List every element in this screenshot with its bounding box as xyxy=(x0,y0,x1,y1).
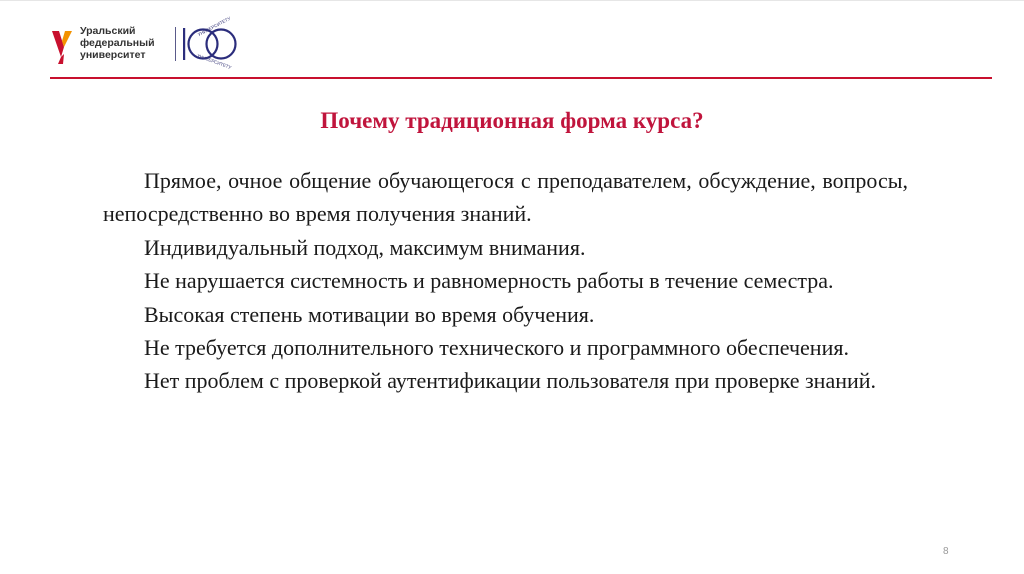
university-name xyxy=(80,25,155,61)
slide-body xyxy=(103,164,908,398)
anniversary-caption-bottom: УНИВЕРСИТЕТУ xyxy=(196,52,232,71)
paragraph-2: Индивидуальный подход, максимум внимания. xyxy=(144,234,586,260)
slide-title: Почему традиционная форма курса? xyxy=(320,108,704,133)
page-number: 8 xyxy=(943,546,949,557)
paragraph-4: Высокая степень мотивации во время обучения. xyxy=(144,301,595,327)
header-divider xyxy=(50,77,992,79)
paragraph-1: Прямое, очное общение обучающегося с преподавателем, обсуждение, вопросы, непосредственно во время получения знаний. xyxy=(103,168,908,227)
paragraph-5: Не требуется дополнительного технического и программного обеспечения. xyxy=(144,335,849,361)
university-name-line-1: Уральский xyxy=(80,25,136,37)
university-name-line-3: университет xyxy=(80,49,146,61)
paragraph-6: Нет проблем с проверкой аутентификации пользователя при проверке знаний. xyxy=(144,368,877,394)
urfu-logo-icon xyxy=(50,27,74,65)
anniversary-caption: УНИВЕРСИТЕТУ xyxy=(196,15,232,38)
logo-divider xyxy=(175,27,176,61)
paragraph-3: Не нарушается системность и равномерность работы в течение семестра. xyxy=(144,268,834,294)
university-name-line-2: федеральный xyxy=(80,37,155,49)
